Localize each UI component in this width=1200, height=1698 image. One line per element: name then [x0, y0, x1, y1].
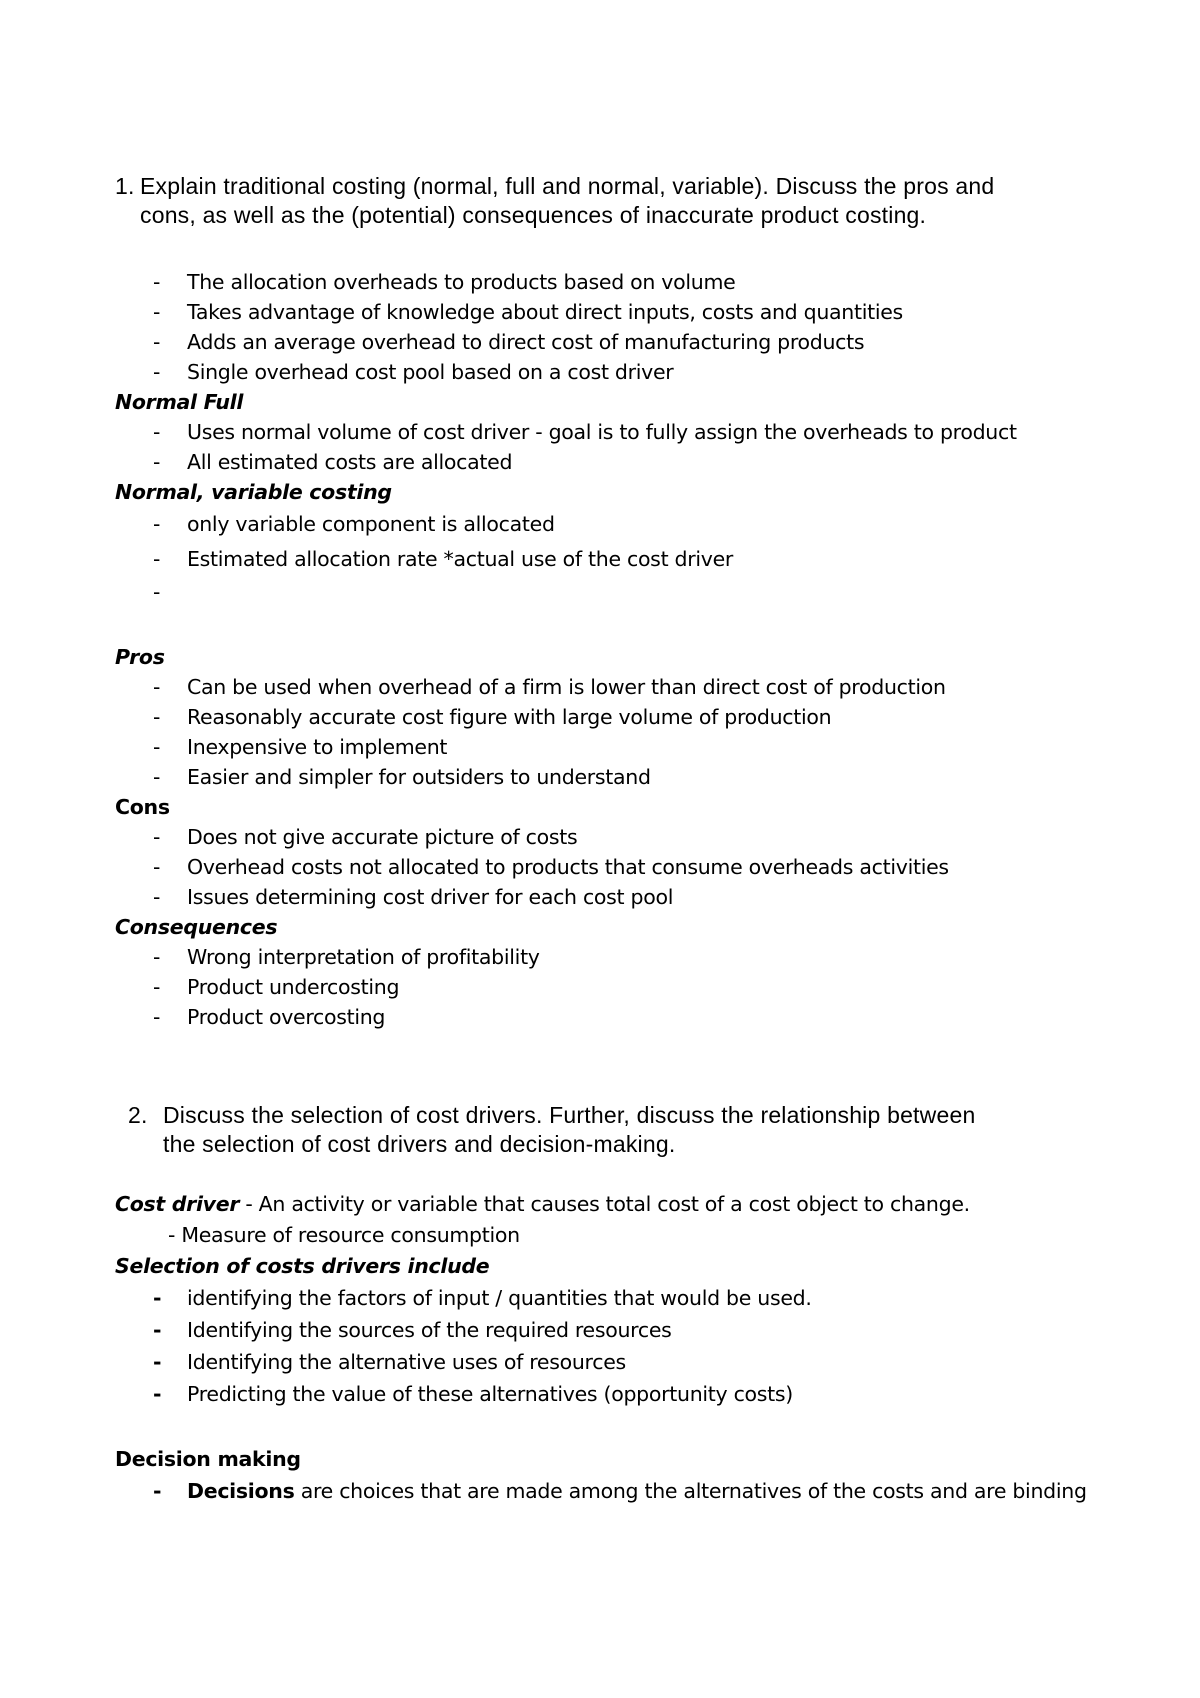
question-1-line-1: Explain traditional costing (normal, full and normal, variable). Discuss the pros and: [140, 173, 995, 199]
bullet-dash: -: [153, 547, 161, 571]
bullet-dash: -: [153, 675, 161, 699]
bullet-dash: -: [153, 1479, 162, 1503]
bullet-dash: -: [153, 1286, 162, 1310]
decisions-text: are choices that are made among the alternatives of the costs and are binding: [294, 1479, 1087, 1503]
bullet-dash: -: [153, 735, 161, 759]
bullet-dash: -: [153, 300, 161, 324]
bullet-dash: -: [153, 360, 161, 384]
bullet-dash: -: [153, 945, 161, 969]
bullet-dash: -: [153, 825, 161, 849]
bullet-dash: -: [153, 885, 161, 909]
question-2-line-2: the selection of cost drivers and decision-making.: [163, 1131, 676, 1157]
cost-driver-definition: [115, 1190, 970, 1218]
bullet-dash: -: [153, 1382, 162, 1406]
cost-driver-text: - An activity or variable that causes total cost of a cost object to change.: [239, 1192, 970, 1216]
bullet-dash: -: [153, 420, 161, 444]
bullet-dash: -: [153, 270, 161, 294]
bullet-dash: -: [153, 1005, 161, 1029]
decisions-term: Decisions: [187, 1479, 295, 1503]
question-2-number: 2.: [128, 1102, 148, 1128]
question-2-line-1: Discuss the selection of cost drivers. Further, discuss the relationship between: [163, 1102, 976, 1128]
bullet-dash: -: [153, 1350, 162, 1374]
bullet-dash: -: [153, 1318, 162, 1342]
question-1-line-2: cons, as well as the (potential) consequences of inaccurate product costing.: [140, 202, 927, 228]
bullet-dash: -: [153, 765, 161, 789]
bullet-dash: -: [153, 975, 161, 999]
question-1: [115, 172, 1095, 232]
bullet-dash: -: [153, 705, 161, 729]
bullet-dash: -: [153, 450, 161, 474]
bullet-dash: -: [153, 330, 161, 354]
cost-driver-term: Cost driver: [115, 1192, 240, 1216]
question-1-number: 1.: [115, 173, 135, 199]
cost-driver-definition-2: - Measure of resource consumption: [168, 1223, 520, 1247]
bullet-dash: -: [153, 512, 161, 536]
bullet-dash: -: [153, 855, 161, 879]
document-page: 1. Explain traditional costing (normal, full and normal, variable). Discuss the pros and cons, as well as the (potential) consequences of inaccurate product costing. - The allocation overheads to products based on volume - Takes advantage of knowledge about direct inputs, costs and quantities - Adds an average overhead to direct cost of manufacturing products - Single overhead cost pool based on a cost driver Normal Full - Uses normal volume of cost driver - goal is to fully assign the overheads to product - All estimated costs are allocated Normal, variable costing - only variable component is allocated - Estimated allocation rate *actual use of the cost driver - Pros - Can be used when overhead of a firm is lower than direct cost of production - Reasonably accurate cost figure with large volume of production - Inexpensive to implement - Easier and simpler for outsiders to understand Cons - Does not give accurate picture of costs - Overhead costs not allocated to products that consume overheads activities - Issues determining cost driver for each cost pool Consequences - Wrong interpretation of profitability - Product undercosting - Product overcosting 2. Discuss the selection of cost drivers. Further, discuss the relationship between the selection of cost drivers and decision-making. Cost driver - An activity or variable that causes total cost of a cost object to change. - Measure of resource consumption Selection of costs drivers include - identifying the factors of input / quantities that would be used. - Identifying the sources of the required resources - Identifying the alternative uses of resources - Predicting the value of these alternatives (opportunity costs) Decision making - Decisions are choices that are made among the alternatives of the costs and are binding: [0, 0, 1200, 1698]
bullet-dash: -: [153, 580, 161, 604]
question-2: [128, 1101, 1108, 1161]
